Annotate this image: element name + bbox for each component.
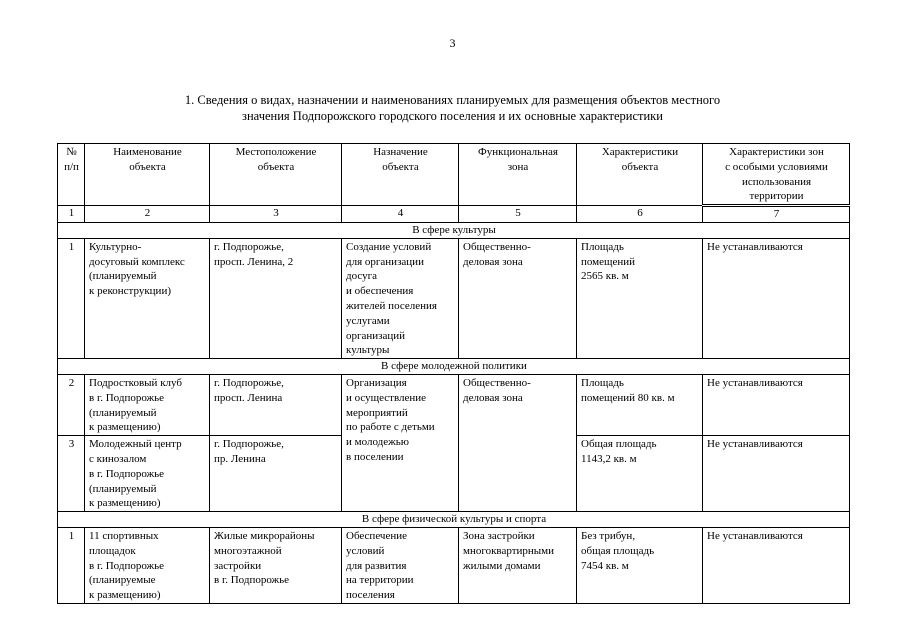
header-cell-purpose: Назначение объекта — [342, 144, 459, 206]
header-cell-name: Наименование объекта — [85, 144, 210, 206]
header-cell-number: № п/п — [58, 144, 85, 206]
object-characteristics: Площадь помещений 80 кв. м — [577, 374, 703, 435]
header-cell-zone: Функциональная зона — [459, 144, 577, 206]
object-purpose: Создание условий для организации досуга и обеспечения жителей поселения услугами организаций культуры — [342, 238, 459, 358]
column-number-row — [58, 206, 850, 223]
object-characteristics: Без трибун, общая площадь 7454 кв. м — [577, 527, 703, 603]
row-number: 1 — [58, 238, 85, 358]
object-location: г. Подпорожье, просп. Ленина, 2 — [210, 238, 342, 358]
table-row — [58, 374, 850, 435]
section-title: В сфере физической культуры и спорта — [58, 512, 850, 528]
object-location: г. Подпорожье, пр. Ленина — [210, 436, 342, 512]
row-number: 3 — [58, 436, 85, 512]
column-number-cell: 7 — [703, 206, 850, 223]
column-number-cell: 4 — [342, 206, 459, 223]
section-row-youth-policy — [58, 359, 850, 375]
functional-zone: Общественно- деловая зона — [459, 374, 577, 511]
object-name: Подростковый клуб в г. Подпорожье (планируемый к размещению) — [85, 374, 210, 435]
table-row — [58, 238, 850, 358]
document-title — [0, 92, 905, 124]
table-header-row — [58, 144, 850, 206]
section-title: В сфере молодежной политики — [58, 359, 850, 375]
table-row — [58, 527, 850, 603]
column-number-cell: 6 — [577, 206, 703, 223]
column-number-cell: 1 — [58, 206, 85, 223]
title-line-2: значения Подпорожского городского поселения и их основные характеристики — [242, 109, 663, 123]
functional-zone: Общественно- деловая зона — [459, 238, 577, 358]
header-cell-characteristics: Характеристики объекта — [577, 144, 703, 206]
column-number-cell: 5 — [459, 206, 577, 223]
column-number-cell: 3 — [210, 206, 342, 223]
object-location: г. Подпорожье, просп. Ленина — [210, 374, 342, 435]
title-line-1: 1. Сведения о видах, назначении и наименованиях планируемых для размещения объектов местного — [184, 93, 721, 107]
object-name: Молодежный центр с кинозалом в г. Подпорожье (планируемый к размещению) — [85, 436, 210, 512]
row-number: 2 — [58, 374, 85, 435]
header-cell-special-zones: Характеристики зон с особыми условиями использования территории — [703, 144, 850, 206]
objects-table — [57, 143, 850, 604]
section-title: В сфере культуры — [58, 222, 850, 238]
object-purpose: Обеспечение условий для развития на территории поселения — [342, 527, 459, 603]
object-characteristics: Площадь помещений 2565 кв. м — [577, 238, 703, 358]
column-number-cell: 2 — [85, 206, 210, 223]
header-cell-location: Местоположение объекта — [210, 144, 342, 206]
special-zone-characteristics: Не устанавливаются — [703, 238, 850, 358]
object-purpose: Организация и осуществление мероприятий по работе с детьми и молодежью в поселении — [342, 374, 459, 511]
section-row-culture — [58, 222, 850, 238]
object-name: 11 спортивных площадок в г. Подпорожье (планируемые к размещению) — [85, 527, 210, 603]
functional-zone: Зона застройки многоквартирными жилыми домами — [459, 527, 577, 603]
section-row-sports — [58, 512, 850, 528]
row-number: 1 — [58, 527, 85, 603]
special-zone-characteristics: Не устанавливаются — [703, 374, 850, 435]
object-name: Культурно- досуговый комплекс (планируемый к реконструкции) — [85, 238, 210, 358]
page-number: 3 — [449, 36, 456, 50]
object-location: Жилые микрорайоны многоэтажной застройки в г. Подпорожье — [210, 527, 342, 603]
object-characteristics: Общая площадь 1143,2 кв. м — [577, 436, 703, 512]
special-zone-characteristics: Не устанавливаются — [703, 527, 850, 603]
special-zone-characteristics: Не устанавливаются — [703, 436, 850, 512]
